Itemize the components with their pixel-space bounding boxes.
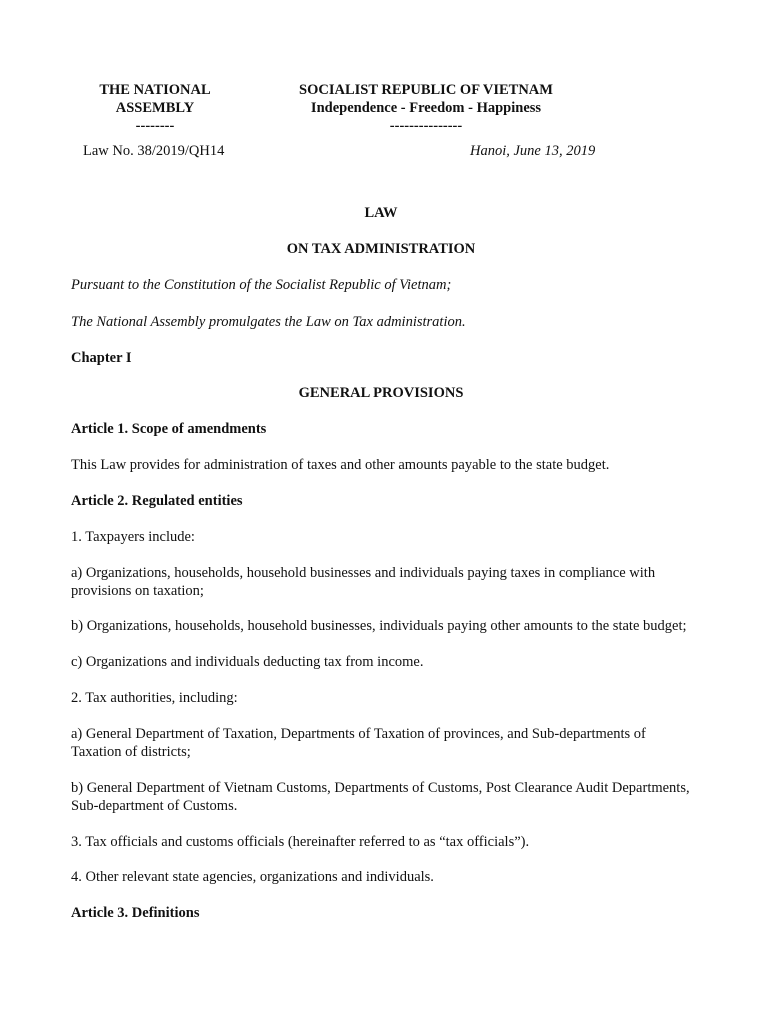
article-2-clause-2a: a) General Department of Taxation, Departments of Taxation of provinces, and Sub-departments of Taxation of districts; <box>71 726 646 760</box>
article-2-clause-4: 4. Other relevant state agencies, organizations and individuals. <box>71 869 434 885</box>
motto-separator: --------------- <box>389 118 463 134</box>
law-number: Law No. 38/2019/QH14 <box>83 143 225 159</box>
article-2-clause-1a: a) Organizations, households, household businesses and individuals paying taxes in compliance with provisions on taxation; <box>71 565 656 599</box>
motto: Independence - Freedom - Happiness <box>310 100 542 116</box>
article-2-clause-3: 3. Tax officials and customs officials (hereinafter referred to as “tax officials”). <box>71 834 530 850</box>
issuing-body-line-2: ASSEMBLY <box>115 100 195 116</box>
title-law: LAW <box>364 205 398 221</box>
national-motto <box>270 81 582 135</box>
place-and-date: Hanoi, June 13, 2019 <box>470 143 596 159</box>
title-subject: ON TAX ADMINISTRATION <box>286 241 476 257</box>
article-1-heading: Article 1. Scope of amendments <box>71 421 267 437</box>
article-2-clause-1: 1. Taxpayers include: <box>71 529 195 545</box>
article-1-text: This Law provides for administration of taxes and other amounts payable to the state budget. <box>71 457 610 473</box>
article-2-clause-1b: b) Organizations, households, household businesses, individuals paying other amounts to the state budget; <box>71 618 687 634</box>
article-2-clause-1c: c) Organizations and individuals deducting tax from income. <box>71 654 424 670</box>
chapter-label: Chapter I <box>71 350 132 366</box>
preamble-promulgation: The National Assembly promulgates the Law on Tax administration. <box>71 314 466 330</box>
article-3-heading: Article 3. Definitions <box>71 905 200 921</box>
issuing-body <box>70 81 240 135</box>
article-2-clause-2b: b) General Department of Vietnam Customs, Departments of Customs, Post Clearance Audit Departments, Sub-department of Customs. <box>71 780 690 814</box>
chapter-title: GENERAL PROVISIONS <box>298 385 464 401</box>
issuing-body-line-1: THE NATIONAL <box>99 82 211 98</box>
document-body <box>71 204 691 922</box>
issuing-body-separator: -------- <box>135 118 175 134</box>
preamble-constitution: Pursuant to the Constitution of the Socialist Republic of Vietnam; <box>71 277 452 293</box>
country-name: SOCIALIST REPUBLIC OF VIETNAM <box>299 82 553 98</box>
article-2-heading: Article 2. Regulated entities <box>71 493 243 509</box>
article-2-clause-2: 2. Tax authorities, including: <box>71 690 238 706</box>
